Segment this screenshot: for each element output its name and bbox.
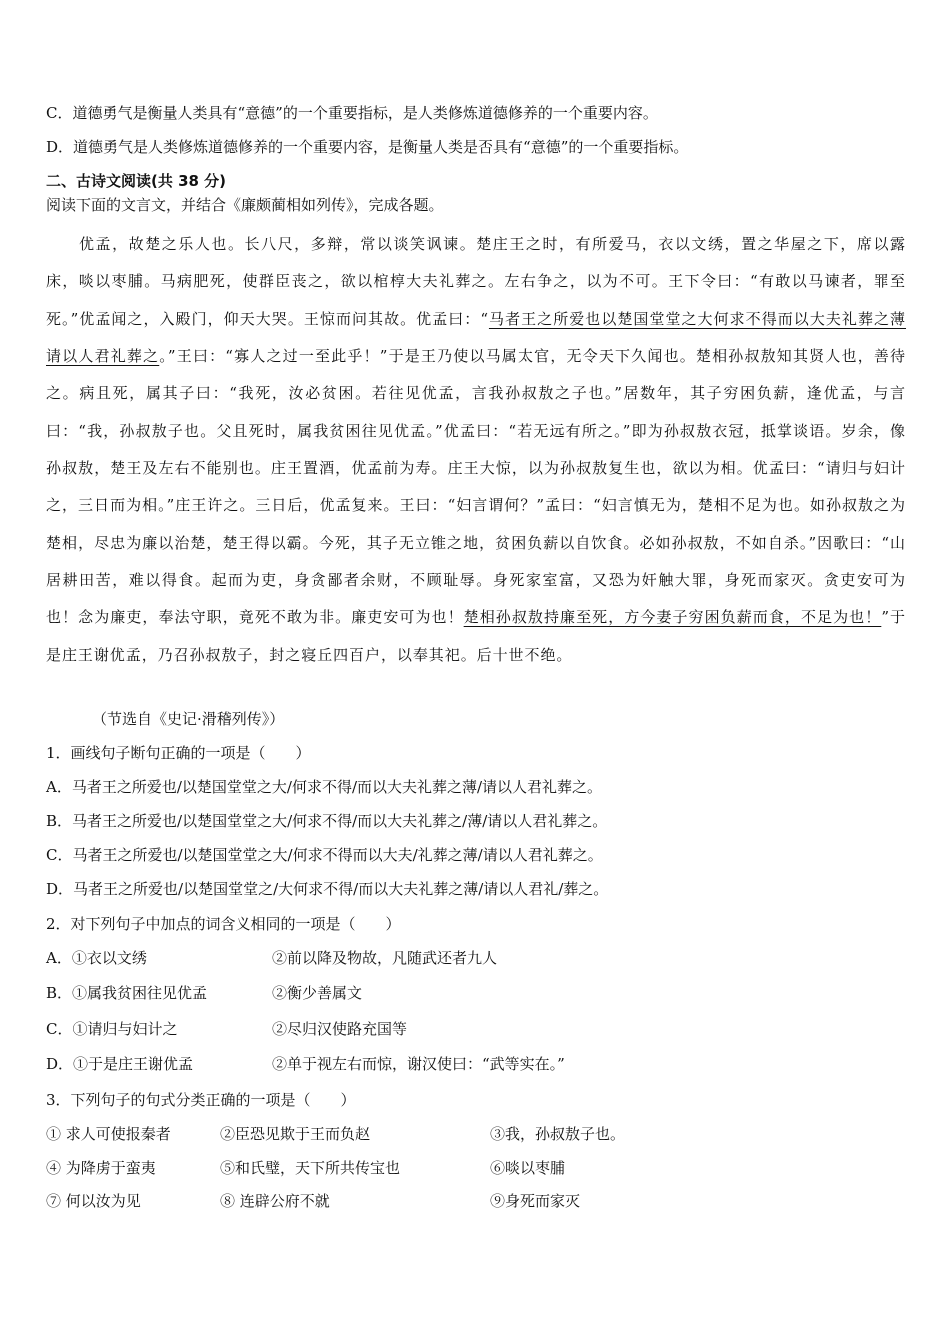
q1-option-b: B．马者王之所爱也/以楚国堂堂之大/何求不得/而以大夫礼葬之/薄/请以人君礼葬之。: [46, 812, 608, 830]
q1-option-a: A．马者王之所爱也/以楚国堂堂之大/何求不得/而以大夫礼葬之薄/请以人君礼葬之。: [46, 778, 603, 796]
q3-item-9: ⑨身死而家灭: [490, 1192, 581, 1210]
q3-item-6: ⑥啖以枣脯: [490, 1159, 566, 1177]
q2-option-b-right: ②衡少善属文: [272, 984, 363, 1002]
q2-option-a-right: ②前以降及物故，凡随武还者九人: [272, 949, 498, 967]
q3-item-4: ④ 为降虏于蛮夷: [46, 1159, 156, 1177]
classical-passage: [46, 226, 906, 674]
option-c-prev: C．道德勇气是衡量人类具有“意德”的一个重要指标，是人类修炼道德修养的一个重要内容。: [46, 104, 658, 122]
q2-option-b-left: B．①属我贫困往见优孟: [46, 984, 208, 1002]
passage-part-2: 。”王曰：“寡人之过一至此乎！”于是王乃使以马属太官，无令天下久闻也。楚相孙叔敖知其贤人也，善待之。病且死，属其子曰：“我死，汝必贫困。若往见优孟，言我孙叔敖之子也。”居数年，其子穷困负薪，逢优孟，与言曰：“我，孙叔敖子也。父且死时，属我贫困往见优孟。”优孟曰：“若无远有所之。”即为孙叔敖衣冠，抵掌谈语。岁余，像孙叔敖，楚王及左右不能别也。庄王置酒，优孟前为寿。庄王大惊，以为孙叔敖复生也，欲以为相。优孟曰：“请归与妇计之，三日而为相。”庄王许之。三日后，优孟复来。王曰：“妇言谓何？”孟曰：“妇言慎无为，楚相不足为也。如孙叔敖之为楚相，尽忠为廉以治楚，楚王得以霸。今死，其子无立锥之地，贫困负薪以自饮食。必如孙叔敖，不如自杀。”因歌曰：“山居耕田苦，难以得食。起而为吏，身贪鄙者余财，不顾耻辱。身死家室富，又恐为奸触大罪，身死而家灭。贪吏安可为也！念为廉吏，奉法守职，竟死不敢为非。廉吏安可为也！: [46, 347, 906, 627]
q3-item-1: ① 求人可使报秦者: [46, 1125, 171, 1143]
q2-stem: 2．对下列句子中加点的词含义相同的一项是（ ）: [46, 915, 401, 933]
q2-option-c-right: ②尽归汉使路充国等: [272, 1020, 408, 1038]
q2-option-d-right: ②单于视左右而惊，谢汉使曰：“武等实在。”: [272, 1055, 565, 1073]
underlined-sentence-2: 楚相孙叔敖持廉至死，方今妻子穷困负薪而食，不足为也！: [463, 608, 882, 627]
q2-option-a-left: A．①衣以文绣: [46, 949, 147, 967]
section-instruction: 阅读下面的文言文，并结合《廉颇蔺相如列传》，完成各题。: [46, 196, 444, 214]
underlined-sentence-1: 马者王之所爱也以楚国堂堂之大何求不得而以大夫礼葬之薄请以人君礼葬之: [46, 309, 907, 366]
passage-part-3: ”于是庄王谢优孟，乃召孙叔敖子，封之寝丘四百户，以奉其祀。后十世不绝。: [46, 608, 906, 664]
q1-option-d: D．马者王之所爱也/以楚国堂堂之/大何求不得/而以大夫礼葬之薄/请以人君礼/葬之。: [46, 880, 609, 898]
option-d-prev: D．道德勇气是人类修炼道德修养的一个重要内容，是衡量人类是否具有“意德”的一个重要指标。: [46, 138, 689, 156]
q3-stem: 3．下列句子的句式分类正确的一项是（ ）: [46, 1091, 356, 1109]
q3-item-5: ⑤和氏璧，天下所共传宝也: [220, 1159, 401, 1177]
passage-part-1: 优孟，故楚之乐人也。长八尺，多辩，常以谈笑讽谏。楚庄王之时，有所爱马，衣以文绣，置之华屋之下，席以露床，啖以枣脯。马病肥死，使群臣丧之，欲以棺椁大夫礼葬之。左右争之，以为不可。王下令曰：“有敢以马谏者，罪至死。”优孟闻之，入殿门，仰天大哭。王惊而问其故。优孟曰：“: [46, 235, 906, 328]
q1-stem: 1．画线句子断句正确的一项是（ ）: [46, 744, 311, 762]
passage-source: （节选自《史记·滑稽列传》）: [92, 710, 285, 728]
q3-item-2: ②臣恐见欺于王而负赵: [220, 1125, 371, 1143]
q3-item-3: ③我，孙叔敖子也。: [490, 1125, 626, 1143]
q2-option-c-left: C．①请归与妇计之: [46, 1020, 178, 1038]
q3-item-7: ⑦ 何以汝为见: [46, 1192, 141, 1210]
section-heading: 二、古诗文阅读(共 38 分): [46, 172, 227, 190]
q1-option-c: C．马者王之所爱也/以楚国堂堂之大/何求不得而以大夫/礼葬之薄/请以人君礼葬之。: [46, 846, 603, 864]
q3-item-8: ⑧ 连辟公府不就: [220, 1192, 330, 1210]
q2-option-d-left: D．①于是庄王谢优孟: [46, 1055, 194, 1073]
